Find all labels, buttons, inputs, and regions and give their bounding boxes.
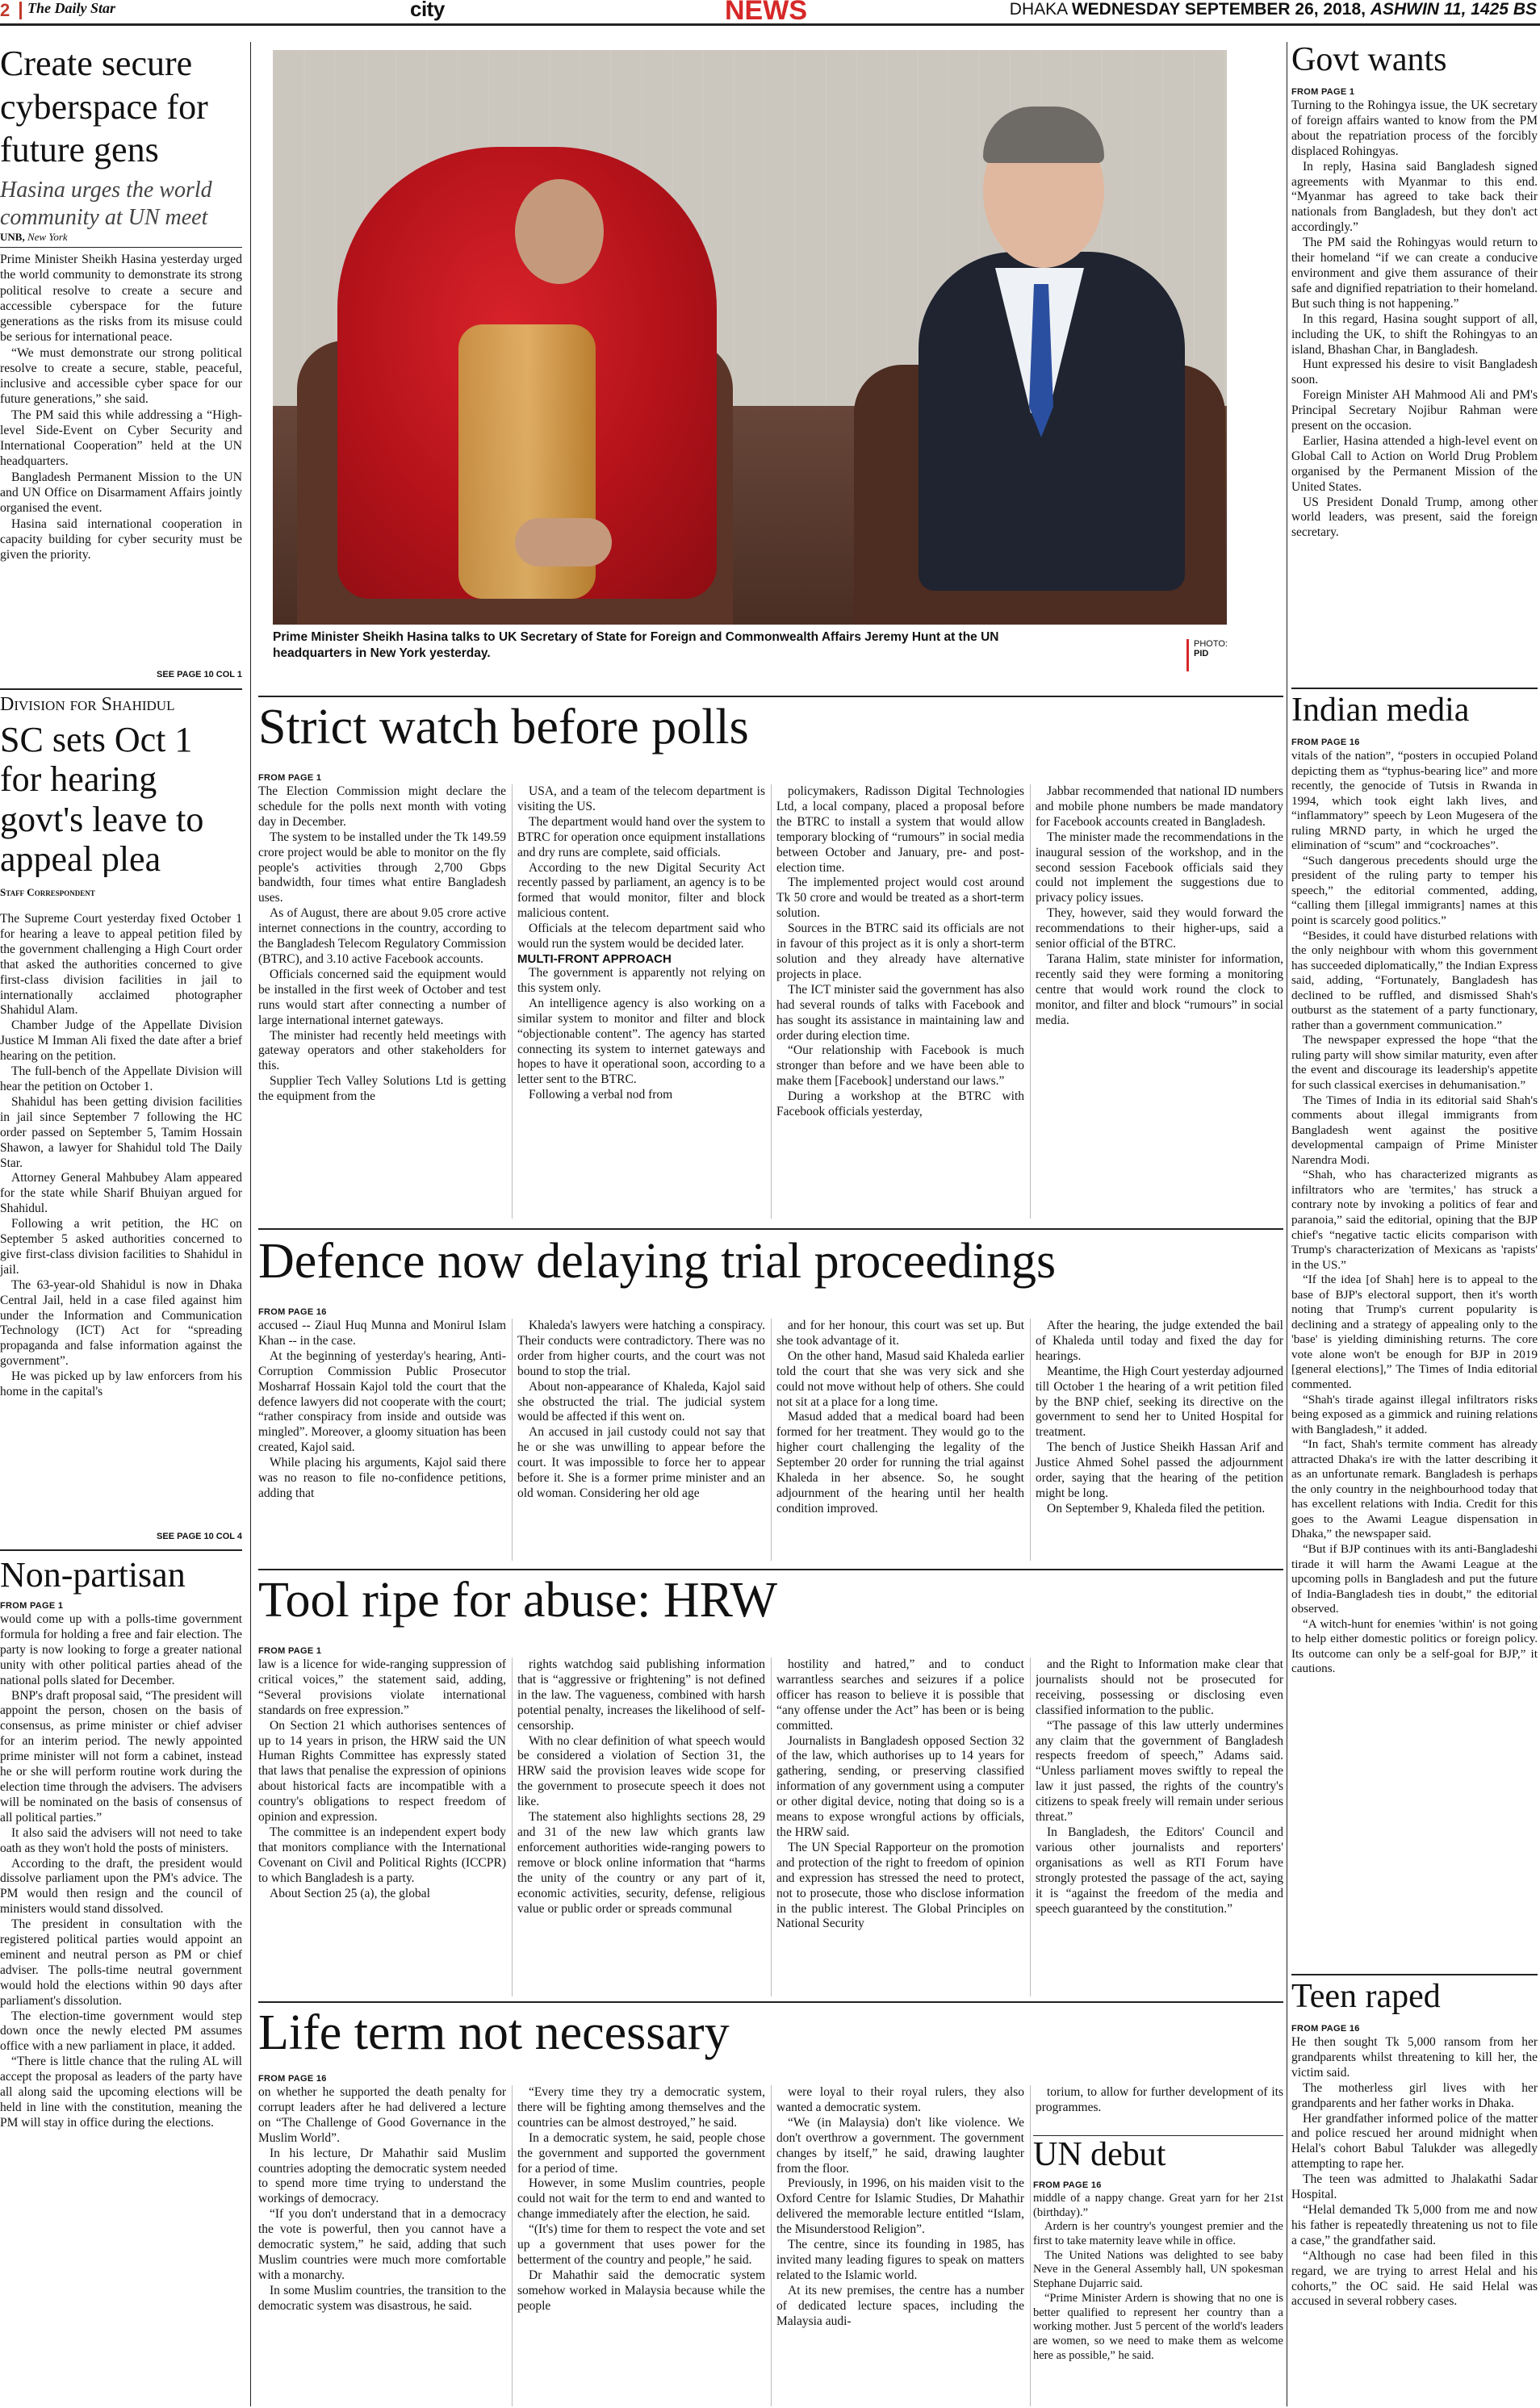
story-paragraph: At the beginning of yesterday's hearing, Anti-Corruption Commission Public Prosecutor Mosharraf Hossain Kajol told the court that the defence lawyers did not cooperate with the court; “rather conspiracy from inside and outside was mingled”. Moreover, a gloomy situation has been created, Kajol said. (258, 1348, 506, 1455)
story-paragraph: Bangladesh Permanent Mission to the UN and UN Office on Disarmament Affairs jointly organised the event. (0, 470, 242, 516)
story-paragraph: The department would hand over the system to BTRC for operation once equipment installations and dry runs are complete, said officials. (517, 814, 765, 859)
photo-caption: Prime Minister Sheikh Hasina talks to UK Secretary of State for Foreign and Commonwealth Affairs Jeremy Hunt at the UN headquarters in New York yesterday. (273, 630, 999, 661)
column-rule (512, 1319, 513, 1561)
story-paragraph: The PM said the Rohingyas would return to their homeland “if we can create a conducive environment and give them assurance of their safe and dignified repatriation to their homeland. But such thing is not happening.” (1291, 236, 1538, 311)
story-paragraph: It also said the advisers will not need to take oath as they won't hold the posts of ministers. (0, 1825, 242, 1855)
story-paragraph: The newspaper expressed the hope “that the ruling party will show similar maturity, even after the event and discourage its leadership's appetite for such classical exercises in dehumanisation.” (1291, 1033, 1538, 1093)
headline: Non-partisan (0, 1556, 186, 1595)
story-paragraph: The Election Commission might declare the schedule for the polls next month with voting day in December. (258, 784, 506, 829)
rule (0, 247, 242, 248)
story-paragraph: On September 9, Khaleda filed the petition. (1047, 1501, 1266, 1515)
story-paragraph: Officials at the telecom department said who would run the system would be decided later. (517, 922, 765, 951)
news-photo (273, 50, 1227, 625)
headline: Tool ripe for abuse: HRW (258, 1574, 778, 1628)
story-paragraph: They, however, said they would forward the recommendations to their higher-ups, said a senior official of the BTRC. (1036, 906, 1283, 951)
rule (258, 1569, 1283, 1570)
story-column (1036, 1658, 1283, 1996)
story-paragraph: As of August, there are about 9.05 crore active internet connections in the country, according to the Bangladesh Telecom Regulatory Commission (BTRC), and 3.10 active Facebook accounts. (258, 906, 506, 966)
story-paragraph: Prime Minister Sheikh Hasina yesterday urged the world community to demonstrate its strong political resolve to create a secure and accessible cyberspace for the future generations as the risks from its misuse could be serious for international peace. (0, 253, 242, 345)
rule (258, 696, 1283, 697)
story-paragraph: vitals of the nation”, “posters in occupied Poland depicting them as “typhus-bearing lice” and more recently, the genocide of Tutsis in Rwanda in 1994, which took eight lakh lives, and “inflammatory” speech by Leon Mugesera of the ruling MRND party, in which he urged the elimination of “scum” and “cockroaches”. (1291, 749, 1538, 853)
story-paragraph: Supplier Tech Valley Solutions Ltd is getting the equipment from the (258, 1074, 506, 1104)
story-paragraph: While placing his arguments, Kajol said there was no reason to file no-confidence petitions, adding that (258, 1456, 506, 1500)
story-paragraph: The minister had recently held meetings with gateway operators and other stakeholders for this. (258, 1028, 506, 1073)
story-body (1291, 2035, 1538, 2406)
story-paragraph: The Supreme Court yesterday fixed October 1 for hearing a leave to appeal petition filed by the government challenging a High Court order that asked the authorities concerned to give first-class division facilities in jail to internationally acclaimed photographer Shahidul Alam. (0, 912, 242, 1018)
kicker: FROM PAGE 16 (258, 2074, 327, 2084)
dateline (981, 0, 1537, 21)
story-paragraph: “Although no case had been filed in this regard, we are trying to arrest Helal and his cohorts,” the OC said. He said Helal was accused in several robbery cases. (1291, 2248, 1538, 2309)
story-paragraph: Dr Mahathir said the democratic system somehow worked in Malaysia because while the people (517, 2268, 765, 2313)
story-paragraph: In his lecture, Dr Mahathir said Muslim countries adopting the democratic system needed to spend more time trying to understand the workings of democracy. (258, 2146, 506, 2206)
story-paragraph: The motherless girl lives with her grandparents and her father works in Dhaka. (1291, 2080, 1538, 2110)
byline-place: New York (27, 231, 68, 243)
story-paragraph: “Helal demanded Tk 5,000 from me and now his father is repeatedly threatening us not to file a case,” the grandfather said. (1291, 2202, 1538, 2247)
story-column (776, 1658, 1024, 1996)
story-columns (258, 1319, 1283, 1561)
story-paragraph: The statement also highlights sections 28, 29 and 31 of the new law which grants law enforcement authorities wide-ranging powers to remove or block online information that “harms the unity of the country or any part of it, economic activities, security, defense, religious value or public order or spreads communal (517, 1810, 765, 1916)
story-paragraph: “Prime Minister Ardern is showing that no one is better qualified to represent her country than a working mother. Just 5 percent of the world's leaders are women, so we need to make them as welcome here as possible,” he said. (1033, 2291, 1283, 2362)
story-paragraph: Journalists in Bangladesh opposed Section 32 of the law, which authorises up to 14 years for gathering, sending, or preserving classified information of any government using a computer or other digital device, noting that doing so is a means to expose wrongful actions by officials, the HRW said. (776, 1733, 1024, 1839)
story-paragraph: “We (in Malaysia) don't like violence. We don't overthrow a government. The government changes by itself,” he said, drawing laughter from the floor. (776, 2115, 1024, 2176)
story-paragraph: “The passage of this law utterly undermines any claim that the government of Bangladesh respects freedom of speech,” Adams said. “Unless parliament moves swiftly to repeal the law it just passed, the rights of the country's citizens to speak freely will remain under serious threat.” (1036, 1718, 1283, 1825)
story-paragraph: Previously, in 1996, on his maiden visit to the Oxford Centre for Islamic Studies, Dr Mahathir delivered the memorable lecture entitled “Islam, the Misunderstood Religion”. (776, 2176, 1024, 2237)
story-paragraph: “(It's) time for them to respect the vote and set up a government that uses power for the betterment of the country and people,” he said. (517, 2222, 765, 2267)
story-paragraph: The government is apparently not relying on this system only. (517, 965, 765, 995)
story-paragraph: law is a licence for wide-ranging suppression of critical voices,” the statement said, adding, “Several provisions violate international standards on free expression.” (258, 1658, 506, 1717)
story-paragraph: “In fact, Shah's termite comment has already attracted Dhaka's ire with the latter describing it as an unfortunate remark. Bangladesh is perhaps the only country in the neighbourhood today that has excellent relations with India. Credit for this goes to the Awami League dispensation in Dhaka,” the newspaper said. (1291, 1437, 1538, 1541)
story-subhead: MULTI-FRONT APPROACH (517, 951, 672, 966)
story-paragraph: In some Muslim countries, the transition to the democratic system was disastrous, he said. (258, 2283, 506, 2313)
story-cyberspace-header (0, 42, 242, 252)
story-paragraph: About Section 25 (a), the global (270, 1886, 430, 1900)
headline: Govt wants (1291, 42, 1447, 78)
story-paragraph: “Every time they try a democratic system, there will be fighting among themselves and the countries can be almost destroyed,” he said. (517, 2085, 765, 2130)
story-column (776, 1319, 1024, 1561)
story-paragraph: rights watchdog said publishing information that is “aggressive or frightening” is not defined in the law. The vagueness, combined with harsh potential penalty, increases the likelihood of self-censorship. (517, 1658, 765, 1733)
story-paragraph: On Section 21 which authorises sentences of up to 14 years in prison, the HRW said the UN Human Rights Committee has expressly stated that laws that penalise the expression of opinions about historical facts are incompatible with a country's obligations to respect freedom of opinion and expression. (258, 1718, 506, 1825)
story-paragraph: An accused in jail custody could not say that he or she was unwilling to appear before the court. It was impossible to force her to appear before it. She is a former prime minister and an old woman. Considering her old age (517, 1425, 765, 1500)
story-paragraph: “A witch-hunt for enemies 'within' is not going to help either domestic politics or foreign policy. Its outcome can only be a self-goal for BJP,” it cautions. (1291, 1616, 1538, 1676)
story-paragraph: The ICT minister said the government has also had several rounds of talks with Facebook and has sought its assistance in maintaining law and order during election time. (776, 982, 1024, 1043)
photo-credit (1186, 639, 1232, 671)
story-paragraph: The teen was admitted to Jhalakathi Sadar Hospital. (1291, 2172, 1538, 2202)
column-rule (771, 784, 772, 1219)
story-paragraph: and for her honour, this court was set up. But she took advantage of it. (776, 1319, 1024, 1348)
story-paragraph: Officials concerned said the equipment would be installed in the first week of October and test runs would start after connecting a number of large international internet gateways. (258, 967, 506, 1027)
rule (0, 688, 242, 690)
story-paragraph: The full-bench of the Appellate Division will hear the petition on October 1. (0, 1064, 242, 1093)
story-paragraph: An intelligence agency is also working on a similar system to monitor and filter and block “objectionable content”. The agency has started connecting its system to internet gateways and hopes to have it operational soon, according to a letter sent to the BTRC. (517, 996, 765, 1087)
story-paragraph: According to the draft, the president would dissolve parliament upon the PM's advice. The PM would then resign and the council of ministers would stand dissolved. (0, 1856, 242, 1917)
column-rule (771, 1658, 772, 1996)
section-news-label: NEWS (725, 0, 807, 23)
story-paragraph: would come up with a polls-time government formula for holding a free and fair election. The party is now looking to forge a greater national unity with other political parties ahead of the national polls slated for December. (0, 1612, 242, 1687)
headline: Strict watch before polls (258, 700, 749, 755)
story-paragraph: Attorney General Mahbubey Alam appeared for the state while Sharif Bhuiyan argued for Shahidul. (0, 1171, 242, 1216)
story-paragraph: were loyal to their royal rulers, they also wanted a democratic system. (776, 2085, 1024, 2114)
dateline-bangla: ASHWIN 11, 1425 BS (1370, 0, 1537, 19)
story-paragraph: “Our relationship with Facebook is much stronger than before and we have been able to make them [Facebook] understand our laws.” (776, 1043, 1024, 1089)
column-divider (250, 42, 251, 2406)
byline (0, 231, 242, 245)
story-paragraph: Tarana Halim, state minister for information, recently said they were forming a monitoring centre that would work round the clock to monitor, and filter and block “rumours” in social media. (1036, 951, 1283, 1027)
kicker: FROM PAGE 1 (0, 1601, 64, 1611)
story-paragraph: “Shah's tirade against illegal infiltrators risks being exposed as a gimmick and ruining relations with Bangladesh,” it added. (1291, 1392, 1538, 1436)
story-paragraph: Hunt expressed his desire to visit Bangladesh soon. (1291, 357, 1538, 387)
story-paragraph: With no clear definition of what speech would be considered a violation of Section 31, the HRW said the provision leaves wide scope for the government to prosecute speech it does not like. (517, 1733, 765, 1809)
story-paragraph: The minister made the recommendations in the inaugural session of the workshop, and in the second session Facebook officials said they could not implement the suggestions due to privacy policy issues. (1036, 830, 1283, 905)
story-paragraph: USA, and a team of the telecom department is visiting the US. (517, 784, 765, 813)
byline-agency: UNB, (0, 231, 25, 243)
story-column (1036, 784, 1283, 1219)
see-page-link[interactable]: SEE PAGE 10 COL 4 (157, 1532, 242, 1541)
story-paragraph: and the Right to Information make clear that journalists should not be prosecuted for receiving, possessing or disclosing even classified information to the public. (1036, 1658, 1283, 1717)
story-paragraph: The election-time government would step down once the newly elected PM assumes office with a new parliament in place, it added. (0, 2009, 242, 2054)
story-column (258, 784, 506, 1219)
story-paragraph: hostility and hatred,” and to conduct warrantless searches and seizures if a police officer has reason to believe it is possible that “any offense under the Act” has been or is being committed. (776, 1658, 1024, 1733)
story-body (0, 1612, 242, 2406)
story-paragraph: “There is little chance that the ruling AL will accept the proposal as leaders of the party have all along said the upcoming elections will be held in line with the constitution, meaning the PM will stay in office during the elections. (0, 2055, 242, 2130)
story-paragraph: The PM said this while addressing a “High-level Side-Event on Cyber Security and International Cooperation” held at the UN headquarters. (0, 408, 242, 469)
story-paragraph: Masud added that a medical board had been formed for her treatment. They would go to the higher court challenging the legality of the September 20 order for running the trial against Khaleda in her absence. So, he sought adjournment of the hearing until her health condition improved. (776, 1410, 1024, 1515)
story-paragraph: On the other hand, Masud said Khaleda earlier told the court that she was very sick and she could not move without help of others. She could not sit at a place for a long time. (776, 1348, 1024, 1409)
see-page-link[interactable]: SEE PAGE 10 COL 1 (157, 670, 242, 679)
headline: Indian media (1291, 692, 1470, 729)
column-rule (1030, 784, 1031, 1219)
story-paragraph: “Besides, it could have disturbed relations with the only neighbour with whom this government has succeeded diplomatically,” the Indian Express said, adding, “Fortunately, Bangladesh has declined to be ruffled, and dismissed Shah's outburst as the statement of a party functionary, rather than a government communication.” (1291, 928, 1538, 1032)
page-number: 2 (0, 0, 10, 20)
column-rule (771, 1319, 772, 1561)
story-column (517, 1658, 765, 1996)
figure-left-face (515, 179, 604, 284)
story-paragraph: According to the new Digital Security Act recently passed by parliament, an agency is to be formed that would monitor, filter and block malicious content. (517, 860, 765, 921)
dateline-date: WEDNESDAY SEPTEMBER 26, 2018, (1071, 0, 1366, 19)
column-rule (512, 1658, 513, 1996)
kicker: FROM PAGE 1 (258, 773, 322, 783)
story-paragraph: torium, to allow for further development of its programmes. (1036, 2085, 1283, 2114)
story-paragraph: “If the idea [of Shah] here is to appeal to the base of BJP's electoral support, then it's worth noting that Trump's current popularity is declining and a strategy of appealing only to the 'base' is yielding diminishing returns. The core vote alone won't be enough for BJP in 2019 [general elections],” The Times of India editorial commented. (1291, 1273, 1538, 1391)
story-paragraph: Meantime, the High Court yesterday adjourned till October 1 the hearing of a writ petition filed by the BNP chief, seeking its directive on the government to send her to United Hospital for treatment. (1036, 1364, 1283, 1440)
story-paragraph: Sources in the BTRC said its officials are not in favour of this project as it is only a short-term solution and they already have alternative projects in place. (776, 922, 1024, 981)
rule (0, 1549, 242, 1551)
story-paragraph: However, in some Muslim countries, people could not wait for the term to end and wanted to change immediately after the election, he said. (517, 2176, 765, 2222)
story-body (1291, 749, 1538, 1967)
headline: UN debut (1033, 2137, 1166, 2173)
subheadline: Hasina urges the world community at UN meet (0, 178, 212, 230)
story-column (1036, 1319, 1283, 1561)
story-column (776, 2085, 1024, 2406)
story-paragraph: Khaleda's lawyers were hatching a conspiracy. Their conducts were contradictory. There was no order from higher courts, and the court was not bound to stop the trial. (517, 1319, 765, 1378)
story-paragraph: “If you don't understand that in a democracy the vote is powerful, then you cannot have a democratic system,” he said, adding that such Muslim countries were much more comfortable with a monarchy. (258, 2207, 506, 2282)
headline: Teen raped (1291, 1979, 1441, 2015)
story-column (258, 1319, 506, 1561)
dateline-prefix: DHAKA (1009, 0, 1067, 19)
photo-credit-source: PID (1194, 649, 1209, 658)
headline: Life term not necessary (258, 2006, 730, 2060)
kicker: FROM PAGE 1 (258, 1646, 322, 1656)
story-paragraph: US President Donald Trump, among other world leaders, was present, said the foreign secretary. (1291, 495, 1538, 540)
story-paragraph: The Times of India in its editorial said Shah's comments about illegal immigrants from Bangladesh went against the positive developmental campaign of Prime Minister Narendra Modi. (1291, 1093, 1538, 1167)
kicker: FROM PAGE 16 (1291, 2024, 1360, 2034)
story-paragraph: The 63-year-old Shahidul is now in Dhaka Central Jail, held in a case filed against him under the Information and Communication Technology (ICT) Act for “spreading propaganda and false information against the government”. (0, 1277, 242, 1369)
story-column (258, 1658, 506, 1996)
rule (1033, 2135, 1283, 2136)
story-paragraph: BNP's draft proposal said, “The president will appoint the person, chosen on the basis of consensus, as prime minister or chief adviser for an interim period. The newly appointed prime minister will not form a cabinet, instead he or she will perform routine work during the election time through the advisers. The advisers will be nominated on the basis of consensus of all political parties.” (0, 1688, 242, 1825)
story-column (258, 2085, 506, 2406)
story-column (1036, 2085, 1283, 2130)
story-paragraph: The centre, since its founding in 1985, has invited many leading figures to speak on matters related to the Islamic world. (776, 2238, 1024, 2282)
story-paragraph: “We must demonstrate our strong political resolve to create a secure, stable, peaceful, inclusive and accessible cyber space for our future generations,” she said. (0, 345, 242, 407)
story-paragraph: He was picked up by law enforcers from his home in the capital's (0, 1369, 242, 1399)
story-paragraph: In a democratic system, he said, people chose the government and supported the government for a period of time. (517, 2130, 765, 2176)
story-paragraph: In this regard, Hasina sought support of all, including the UK, to shift the Rohingyas to an island, Bhashan Char, in Bangladesh. (1291, 311, 1538, 357)
story-paragraph: Shahidul has been getting division facilities in jail since September 7 following the HC order passed on September 5, Tamim Hossain Shawon, a lawyer for Shahidul told The Daily Star. (0, 1094, 242, 1170)
story-column (517, 2085, 765, 2406)
story-paragraph: Turning to the Rohingya issue, the UK secretary of foreign affairs wanted to know from the PM about the repatriation process of the forcibly displaced Rohingyas. (1291, 98, 1538, 158)
story-column (517, 784, 765, 1219)
story-paragraph: The implemented project would cost around Tk 50 crore and would be treated as a short-term solution. (776, 876, 1024, 921)
story-column (517, 1319, 765, 1561)
rule (258, 1228, 1283, 1230)
story-paragraph: “But if BJP continues with its anti-Bangladeshi tirade it will harm the Awami League at the upcoming polls in Bangladesh and put the future of India-Bangladesh ties in doubt,” the editorial observed. (1291, 1541, 1538, 1616)
kicker: FROM PAGE 16 (258, 1307, 327, 1317)
headline: Create secure cyberspace for future gens (0, 44, 208, 170)
story-body (1291, 98, 1538, 679)
rule (1291, 1974, 1538, 1975)
kicker: FROM PAGE 1 (1291, 87, 1355, 97)
story-column (776, 784, 1024, 1219)
story-paragraph: The United Nations was delighted to see baby Neve in the General Assembly hall, UN spokesman Stephane Dujarric said. (1033, 2248, 1283, 2291)
rule (258, 2001, 1283, 2003)
story-paragraph: At its new premises, the centre has a number of dedicated lecture spaces, including the Malaysia audi- (776, 2283, 1024, 2328)
story-paragraph: Hasina said international cooperation in capacity building for cyber security must be given the priority. (0, 516, 242, 562)
story-paragraph: policymakers, Radisson Digital Technologies Ltd, a local company, placed a proposal before the BTRC to install a system that would allow temporary blocking of “rumours” in social media between October and January, pre- and post-election time. (776, 784, 1024, 875)
story-paragraph: The system to be installed under the Tk 149.59 crore project would be able to monitor on the fly people's activities through 2,700 Gbps bandwidth, four times what entire Bangladesh uses. (258, 830, 506, 905)
story-paragraph: “Such dangerous precedents should urge the president of the ruling party to temper his speech,” the editorial commented, adding, “calling them [illegal immigrants] names at this point is scarcely good politics.” (1291, 853, 1538, 928)
story-paragraph: Chamber Judge of the Appellate Division Justice M Imman Ali fixed the date after a brief hearing on the petition. (0, 1018, 242, 1064)
story-columns (258, 1658, 1283, 1996)
rule (1291, 688, 1538, 689)
story-body (0, 912, 242, 1529)
story-paragraph: The bench of Justice Sheikh Hassan Arif and Justice Ahmed Sohel passed the adjournment order, saying that the hearing of the petition might be long. (1036, 1440, 1283, 1500)
story-paragraph: After the hearing, the judge extended the bail of Khaleda until today and fixed the day for hearings. (1036, 1319, 1283, 1363)
photo-credit-label: PHOTO: (1194, 639, 1228, 649)
column-rule (1030, 1319, 1031, 1561)
byline: Staff Correspondent (0, 886, 95, 898)
story-paragraph: on whether he supported the death penalty for corrupt leaders after he had delivered a lecture on “The Challenge of Good Governance in the Muslim World”. (258, 2085, 506, 2145)
story-paragraph: He then sought Tk 5,000 ransom from her grandparents whilst threatening to kill her, the victim said. (1291, 2035, 1538, 2080)
story-paragraph: During a workshop at the BTRC with Facebook officials yesterday, (776, 1089, 1024, 1119)
column-rule (771, 2085, 772, 2406)
masthead-divider (19, 2, 22, 19)
story-paragraph: “Shah, who has characterized migrants as infiltrators who are 'termites,' has struck a contrary note by invoking a politics of fear and paranoia,” said the editorial, opining that the BJP chief's “negative tactic elicits comparison with Trump's characterization of Mexicans as 'rapists' in the US.” (1291, 1168, 1538, 1272)
kicker: FROM PAGE 16 (1033, 2180, 1102, 2190)
story-paragraph: Her grandfather informed police of the matter and police rescued her around midnight when Helal's cohort Babul Talukder was allegedly attempting to rape her. (1291, 2111, 1538, 2172)
story-paragraph: Ardern is her country's youngest premier and the first to take maternity leave while in office. (1033, 2220, 1283, 2248)
section-label: city (410, 0, 445, 21)
story-paragraph: accused -- Ziaul Huq Munna and Monirul Islam Khan -- in the case. (258, 1319, 506, 1348)
story-paragraph: About non-appearance of Khaleda, Kajol said she obstructed the trial. The judicial system would be affected if this went on. (517, 1379, 765, 1424)
story-body (1033, 2192, 1283, 2406)
story-paragraph: The UN Special Rapporteur on the promotion and protection of the right to freedom of opinion and expression has stressed the need to protect, not to prosecute, those who disclose information in the public interest. The Global Principles on National Security (776, 1840, 1024, 1931)
kicker: Division for Shahidul (0, 694, 175, 715)
story-paragraph: Jabbar recommended that national ID numbers and mobile phone numbers be made mandatory for Facebook accounts created in Bangladesh. (1036, 784, 1283, 829)
story-paragraph: In reply, Hasina said Bangladesh signed agreements with Myanmar to this end. “Myanmar has agreed to take back their nationals from Bangladesh, but they don't act accordingly.” (1291, 159, 1538, 235)
story-paragraph: Following a verbal nod from (529, 1088, 673, 1102)
story-paragraph: middle of a nappy change. Great yarn for her 21st (birthday).” (1033, 2192, 1283, 2219)
story-paragraph: Following a writ petition, the HC on September 5 asked authorities concerned to give first-class division facilities to Shahidul in jail. (0, 1217, 242, 1277)
headline: Defence now delaying trial proceedings (258, 1235, 1057, 1289)
kicker: FROM PAGE 16 (1291, 738, 1360, 747)
story-paragraph: In Bangladesh, the Editors' Council and various other journalists and reporters' organisations as well as RTI Forum have strongly protested the passage of the act, saying it is “against the freedom of the media and speech guaranteed by the constitution.” (1036, 1825, 1283, 1916)
column-rule (512, 2085, 513, 2406)
story-body (0, 252, 242, 671)
figure-left-hands (515, 518, 612, 566)
story-paragraph: Earlier, Hasina attended a high-level event on Global Call to Action on World Drug Problem organised by the Permanent Mission of the United States. (1291, 433, 1538, 494)
story-paragraph: The committee is an independent expert body that monitors compliance with the International Covenant on Civil and Political Rights (ICCPR) to which Bangladesh is a party. (258, 1825, 506, 1885)
headline: SC sets Oct 1 for hearing govt's leave to appeal plea (0, 720, 204, 877)
story-paragraph: Foreign Minister AH Mahmood Ali and PM's Principal Secretary Nojibur Rahman were present on the occasion. (1291, 388, 1538, 433)
masthead-rule (0, 23, 1540, 26)
column-rule (1030, 1658, 1031, 1996)
paper-logo: The Daily Star (27, 0, 116, 16)
story-paragraph: The president in consultation with the registered political parties would appoint an eminent and neutral person as PM or chief adviser. The polls-time neutral government would hold the elections within 90 days after parliament's dissolution. (0, 1917, 242, 2008)
story-columns (258, 784, 1283, 1219)
column-rule (1030, 2085, 1031, 2406)
column-rule (512, 784, 513, 1219)
